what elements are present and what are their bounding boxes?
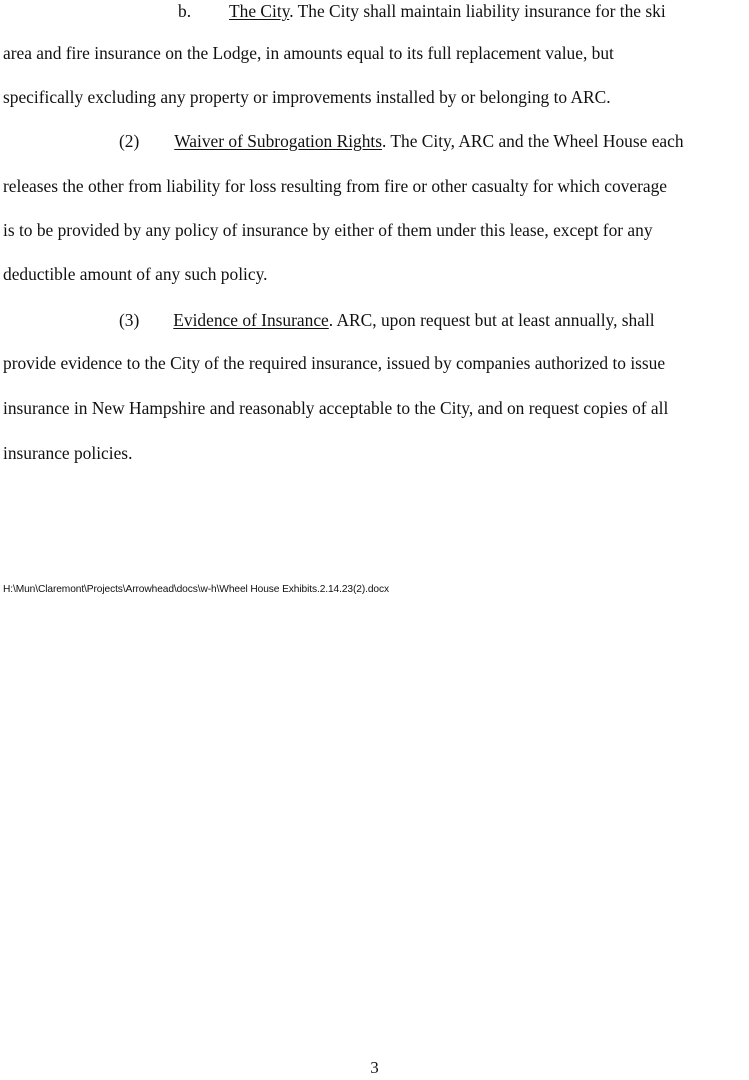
para-3-heading: Evidence of Insurance: [173, 310, 329, 330]
para-b-line-2: area and fire insurance on the Lodge, in amounts equal to its full replacement value, but: [3, 43, 614, 63]
para-b-line-3: specifically excluding any property or improvements installed by or belonging to ARC.: [3, 87, 611, 107]
para-2-text: . The City, ARC and the Wheel House each: [382, 131, 684, 151]
para-3-marker: (3): [119, 310, 140, 330]
para-3-line-4: insurance policies.: [3, 443, 133, 463]
para-b-marker: b.: [178, 1, 192, 21]
para-3-line-2: provide evidence to the City of the required insurance, issued by companies authorized to issue: [3, 353, 666, 373]
para-2-line-4: deductible amount of any such policy.: [3, 264, 268, 284]
para-3-line-1: [119, 312, 655, 329]
para-2-line-1: [119, 133, 684, 150]
page-number: 3: [370, 1058, 379, 1077]
para-2-line-3: is to be provided by any policy of insurance by either of them under this lease, except for any: [3, 220, 653, 240]
para-2-line-2: releases the other from liability for loss resulting from fire or other casualty for which coverage: [3, 176, 667, 196]
para-3-line-3: insurance in New Hampshire and reasonably acceptable to the City, and on request copies of all: [3, 398, 669, 418]
para-b-heading: The City: [229, 1, 290, 21]
footer-file-path: H:\Mun\Claremont\Projects\Arrowhead\docs\w-h\Wheel House Exhibits.2.14.23(2).docx: [3, 584, 389, 595]
para-2-marker: (2): [119, 131, 140, 151]
para-3-text: . ARC, upon request but at least annually, shall: [328, 310, 655, 330]
para-2-heading: Waiver of Subrogation Rights: [174, 131, 383, 151]
para-b-line-1: [178, 3, 666, 20]
para-b-text: . The City shall maintain liability insurance for the ski: [289, 1, 666, 21]
